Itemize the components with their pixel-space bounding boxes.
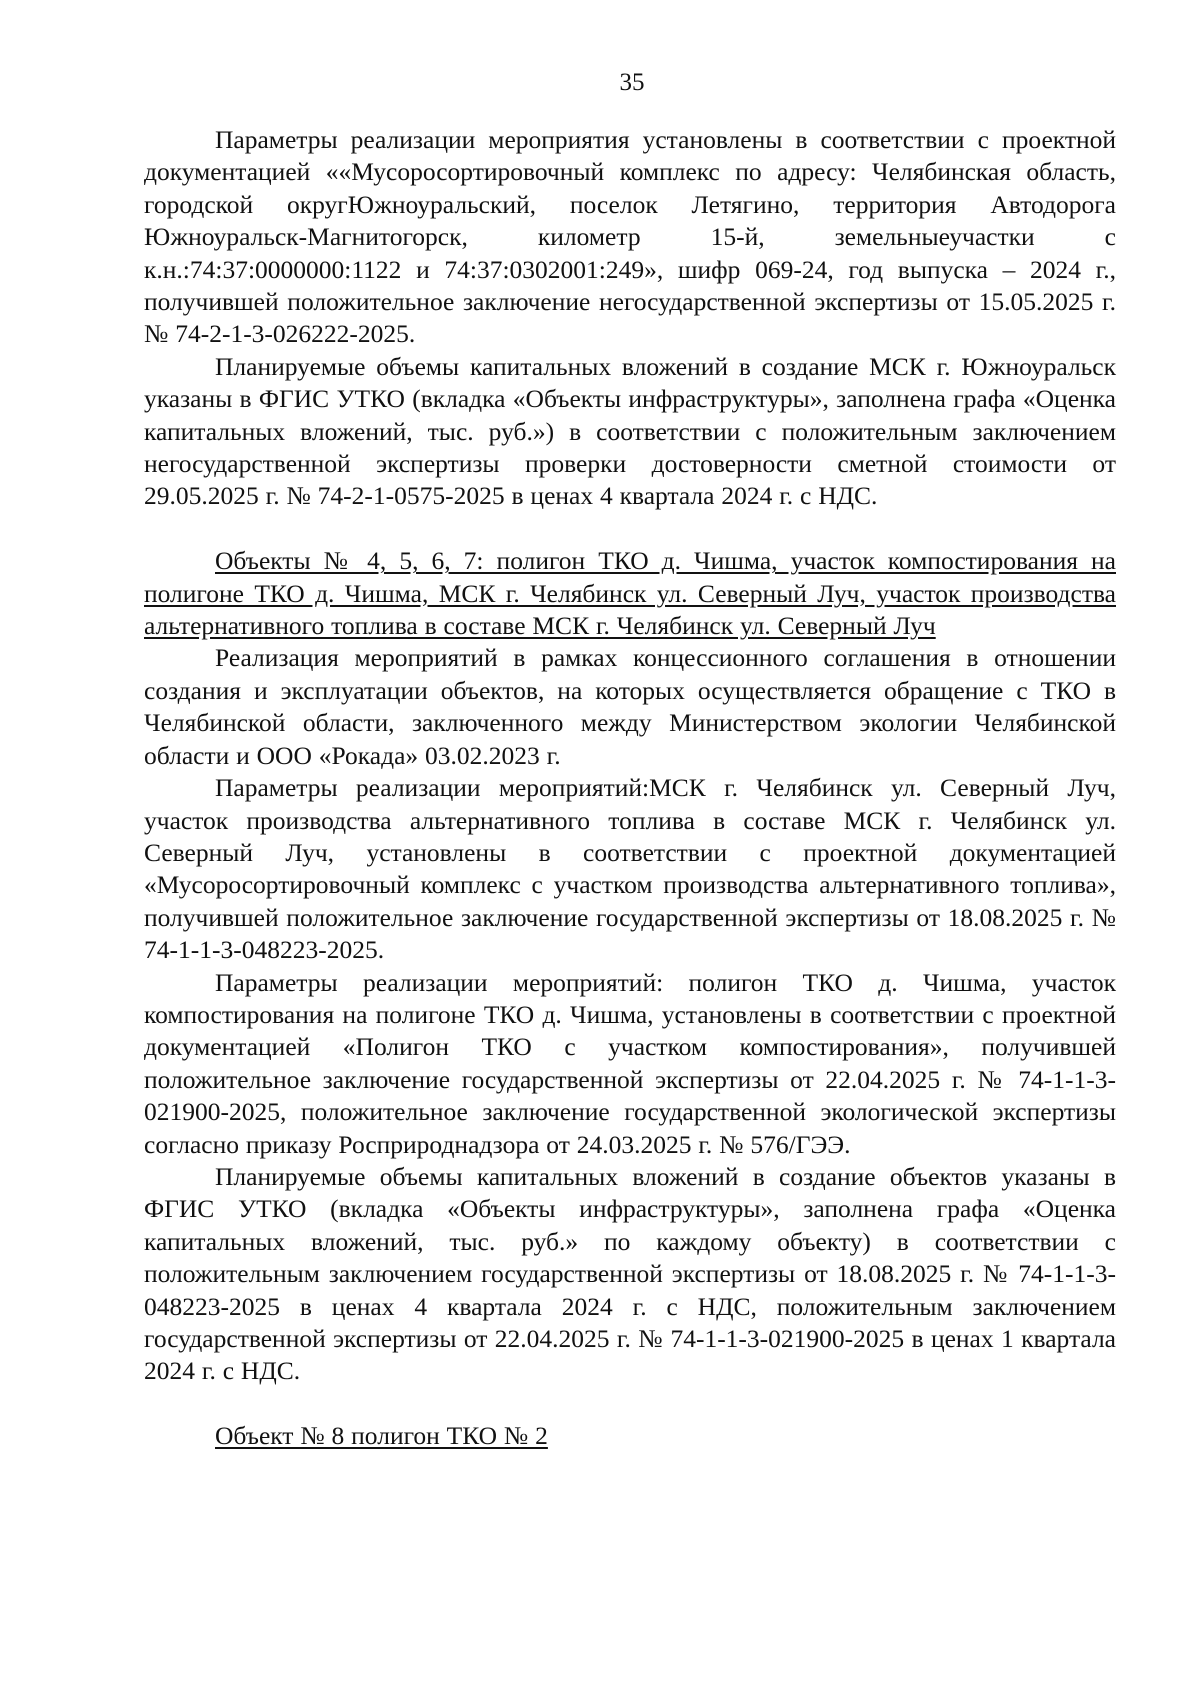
section-spacer [144, 1388, 1116, 1420]
paragraph-capital-investments-yuzhnouralsk: Планируемые объемы капитальных вложений в создание МСК г. Южноуральск указаны в ФГИС УТКО (вкладка «Объекты инфраструктуры», заполнена графа «Оценка капитальных вложений, тыс. руб.») в соответствии с положительным заключением негосударственной экспертизы проверки достоверности сметной стоимости от 29.05.2025 г. № 74-2-1-0575-2025 в ценах 4 квартала 2024 г. с НДС. [144, 351, 1116, 511]
section-heading-objects-4-7: Объекты № 4, 5, 6, 7: полигон ТКО д. Чишма, участок компостирования на полигоне ТКО д. Чишма, МСК г. Челябинск ул. Северный Луч, участок производства альтернативного топлива в составе МСК г. Челябинск ул. Северный Луч [144, 546, 1116, 641]
section-heading-object-8: Объект № 8 полигон ТКО № 2 [215, 1421, 548, 1451]
paragraph-parameters-polygon-chishma: Параметры реализации мероприятий: полигон ТКО д. Чишма, участок компостирования на полигоне ТКО д. Чишма, установлены в соответствии с проектной документацией «Полигон ТКО с участком компостирования», получившей положительное заключение государственной экспертизы от 22.04.2025 г. № 74-1-1-3-021900-2025, положительное заключение государственной экологической экспертизы согласно приказу Росприроднадзора от 24.03.2025 г. № 576/ГЭЭ. [144, 967, 1116, 1159]
paragraph-capital-investments-objects: Планируемые объемы капитальных вложений в создание объектов указаны в ФГИС УТКО (вкладка «Объекты инфраструктуры», заполнена графа «Оценка капитальных вложений, тыс. руб.» по каждому объекту) в соответствии с положительным заключением государственной экспертизы от 18.08.2025 г. № 74-1-1-3-048223-2025 в ценах 4 квартала 2024 г. с НДС, положительным заключением государственной экспертизы от 22.04.2025 г. № 74-1-1-3-021900-2025 в ценах 1 квартала 2024 г. с НДС. [144, 1161, 1116, 1386]
paragraph-parameters-msk-chelyabinsk: Параметры реализации мероприятий:МСК г. Челябинск ул. Северный Луч, участок производства альтернативного топлива в составе МСК г. Челябинск ул. Северный Луч, установлены в соответствии с проектной документацией «Мусоросортировочный комплекс с участком производства альтернативного топлива», получившей положительное заключение государственной экспертизы от 18.08.2025 г. № 74-1-1-3-048223-2025. [144, 773, 1116, 965]
page-number: 35 [619, 69, 645, 96]
paragraph-concession-agreement: Реализация мероприятий в рамках концессионного соглашения в отношении создания и эксплуатации объектов, на которых осуществляется обращение с ТКО в Челябинской области, заключенного между Министерством экологии Челябинской области и ООО «Рокада» 03.02.2023 г. [144, 643, 1116, 770]
paragraph-project-parameters-yuzhnouralsk: Параметры реализации мероприятия установлены в соответствии с проектной документацией ««Мусоросортировочный комплекс по адресу: Челябинская область, городской округЮжноуральский, поселок Летягино, территория Автодорога Южноуральск-Магнитогорск, километр 15-й, земельныеучастки с к.н.:74:37:0000000:1122 и 74:37:0302001:249», шифр 069-24, год выпуска – 2024 г., получившей положительное заключение негосударственной экспертизы от 15.05.2025 г. № 74-2-1-3-026222-2025. [144, 125, 1116, 349]
document-body [144, 124, 1116, 1453]
section-spacer [144, 513, 1116, 545]
